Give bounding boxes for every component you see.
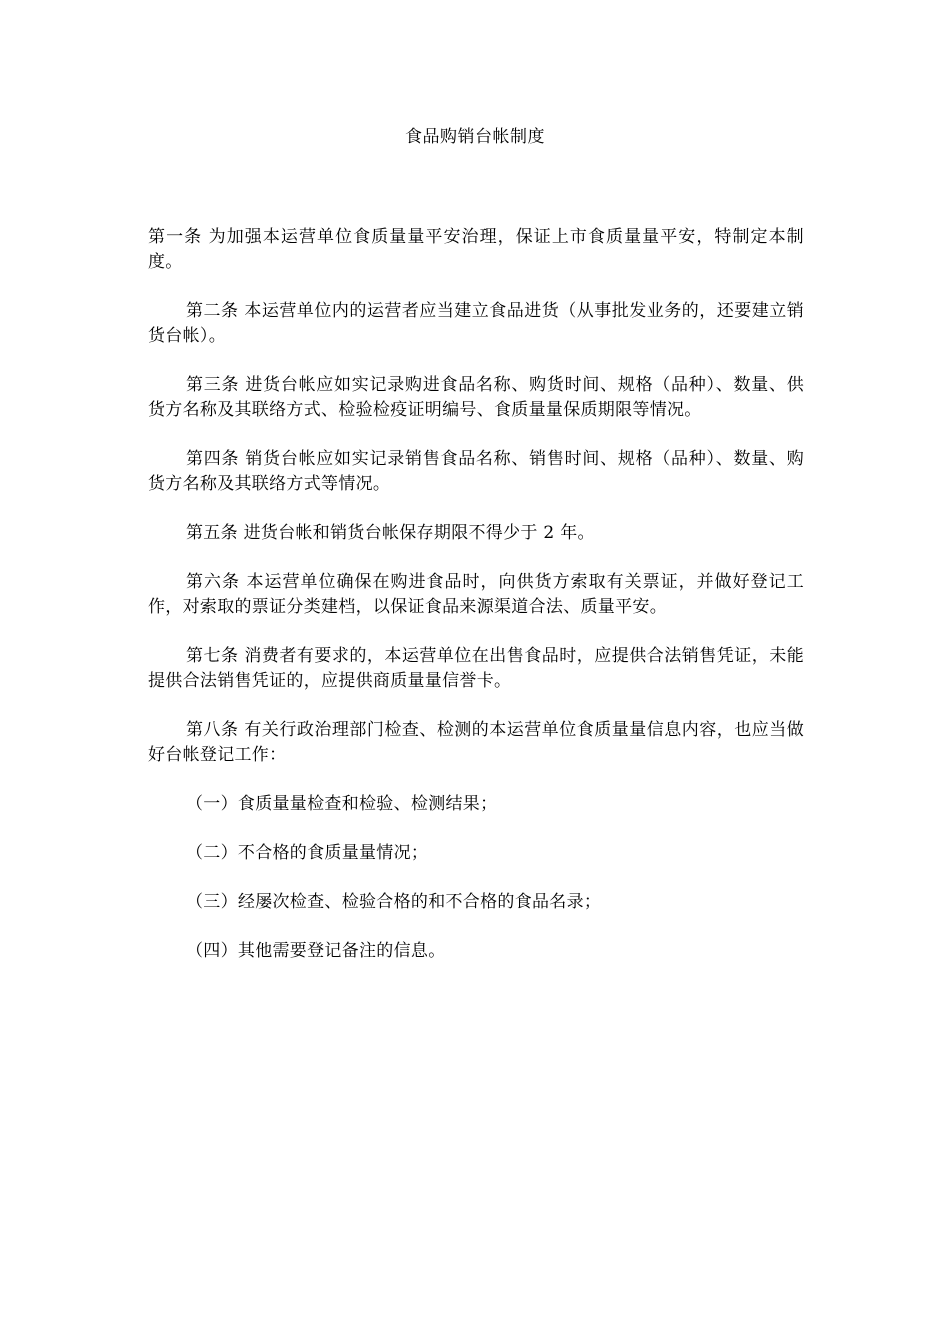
article-1: 第一条 为加强本运营单位食质量量平安治理，保证上市食质量量平安，特制定本制度。 bbox=[148, 227, 804, 272]
article-7: 第七条 消费者有要求的，本运营单位在出售食品时，应提供合法销售凭证，未能提供合法销售凭证的，应提供商质量量信誉卡。 bbox=[148, 646, 804, 691]
list-item-4: （四）其他需要登记备注的信息。 bbox=[186, 941, 446, 961]
article-3: 第三条 进货台帐应如实记录购进食品名称、购货时间、规格（品种）、数量、供货方名称及其联络方式、检验检疫证明编号、食质量量保质期限等情况。 bbox=[148, 375, 804, 420]
document-title: 食品购销台帐制度 bbox=[405, 127, 545, 147]
list-item-2: （二）不合格的食质量量情况； bbox=[186, 843, 429, 863]
list-item-1: （一）食质量量检查和检验、检测结果； bbox=[186, 794, 498, 814]
article-2: 第二条 本运营单位内的运营者应当建立食品进货（从事批发业务的，还要建立销货台帐）。 bbox=[148, 301, 804, 346]
list-item-3: （三）经屡次检查、检验合格的和不合格的食品名录； bbox=[186, 892, 602, 912]
article-5: 第五条 进货台帐和销货台帐保存期限不得少于 2 年。 bbox=[186, 523, 595, 543]
document-body bbox=[148, 225, 804, 988]
article-4: 第四条 销货台帐应如实记录销售食品名称、销售时间、规格（品种）、数量、购货方名称及其联络方式等情况。 bbox=[148, 449, 804, 494]
article-8: 第八条 有关行政治理部门检查、检测的本运营单位食质量量信息内容，也应当做好台帐登记工作： bbox=[148, 720, 804, 765]
article-6: 第六条 本运营单位确保在购进食品时，向供货方索取有关票证，并做好登记工作，对索取的票证分类建档，以保证食品来源渠道合法、质量平安。 bbox=[148, 572, 804, 617]
